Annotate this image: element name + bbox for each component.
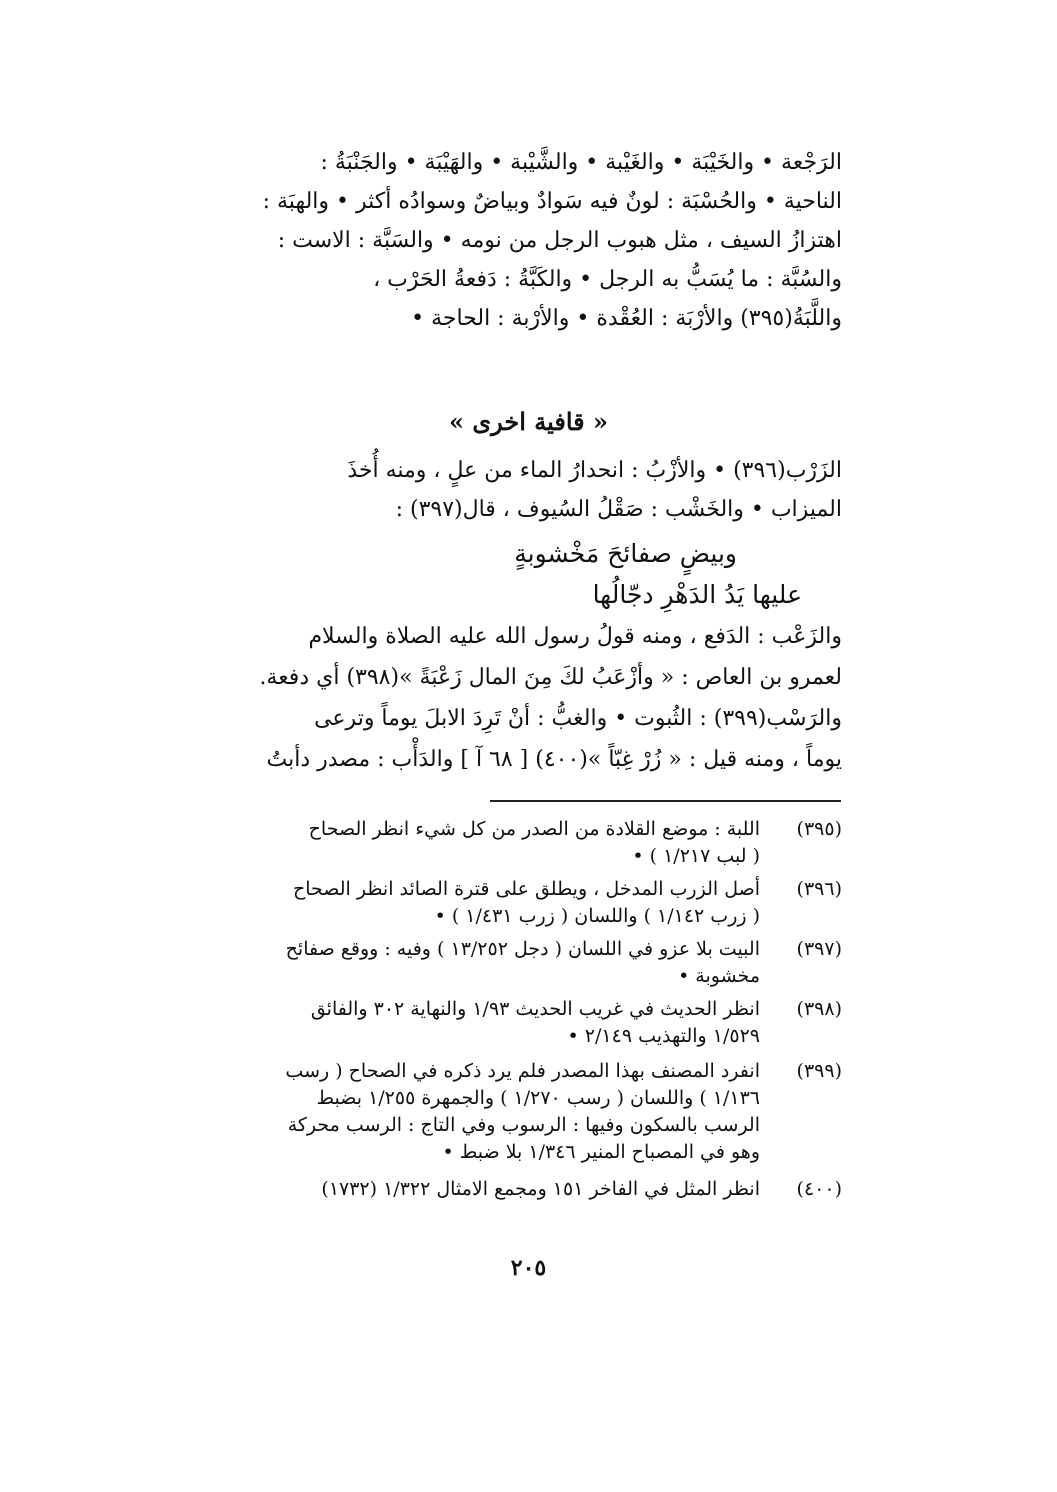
body-line: والرَسْب(٣٩٩) : الثُبوت • والغبُّ : أنْ تَرِدَ الابلَ يوماً وترعى [314, 706, 842, 731]
footnote-line: انظر الحديث في غريب الحديث ١/٩٣ والنهاية ٣٠٢ والفائق [310, 998, 760, 1020]
footnote-line: مخشوبة • [678, 965, 760, 987]
verse-hemistich-2: عليها يَدُ الدَهْرِ دجّالُها [592, 580, 802, 609]
footnote [187, 936, 842, 990]
section-heading: « قافية اخرى » [449, 407, 608, 436]
footnote-number: (٣٩٨) [796, 998, 842, 1020]
footnote [187, 1058, 842, 1166]
body-line: اهتزازُ السيف ، مثل هبوب الرجل من نومه • والسَبَّة : الاست : [277, 228, 842, 253]
footnote [187, 1176, 842, 1203]
body-line: والزَعْب : الدَفع ، ومنه قولُ رسول الله عليه الصلاة والسلام [308, 624, 842, 649]
footnote-number: (٣٩٥) [796, 818, 842, 840]
footnote-number: (٣٩٦) [796, 878, 842, 900]
footnote-line: ( زرب ١/١٤٢ ) واللسان ( زرب ١/٤٣١ ) • [434, 905, 760, 927]
footnote-line: ١/١٣٦ ) واللسان ( رسب ١/٢٧٠ ) والجمهرة ١/٢٥٥ بضبط [316, 1087, 760, 1109]
footnote-separator [490, 800, 841, 802]
footnote-line: اللبة : موضع القلادة من الصدر من كل شيء انظر الصحاح [308, 818, 760, 840]
body-line: والسُبَّة : ما يُسَبُّ به الرجل • والكَبَّةُ : دَفعةُ الحَرْب ، [373, 267, 842, 292]
footnote-line: انفرد المصنف بهذا المصدر فلم يرد ذكره في الصحاح ( رسب [285, 1060, 760, 1082]
footnote-number: (٤٠٠) [796, 1178, 842, 1200]
footnote-number: (٣٩٩) [796, 1060, 842, 1082]
footnote-line: انظر المثل في الفاخر ١٥١ ومجمع الامثال ١/٣٢٢ (١٧٣٢) [321, 1178, 760, 1200]
footnote-line: الرسب بالسكون وفيها : الرسوب وفي التاج : الرسب محركة [287, 1114, 760, 1136]
footnote [187, 816, 842, 870]
footnote-line: أصل الزرب المدخل ، ويطلق على قترة الصائد انظر الصحاح [292, 878, 760, 900]
verse-hemistich-1: وبيضٍ صفائحَ مَخْشوبةٍ [514, 539, 737, 568]
footnote-line: ( لبب ١/٢١٧ ) • [632, 845, 760, 867]
body-line: الزَرْب(٣٩٦) • والأزْبُ : انحدارُ الماء من علٍ ، ومنه أُخذَ [347, 458, 842, 483]
footnote [187, 876, 842, 930]
footnote-line: البيت بلا عزو في اللسان ( دجل ١٣/٢٥٢ ) وفيه : ووقع صفائح [285, 938, 760, 960]
footnote-number: (٣٩٧) [796, 938, 842, 960]
page-number: ٢٠٥ [510, 1255, 547, 1281]
body-line: الميزاب • والخَشْب : صَقْلُ السُيوف ، قال(٣٩٧) : [395, 497, 842, 522]
footnote-line: ١/٥٢٩ والتهذيب ٢/١٤٩ • [567, 1025, 760, 1047]
body-line: لعمرو بن العاص : « وأزْعَبُ لكَ مِنَ المال زَعْبَةً »(٣٩٨) أي دفعة. [259, 665, 842, 690]
footnote [187, 996, 842, 1050]
body-line: يوماً ، ومنه قيل : « زُرْ غِبّاً »(٤٠٠) [ ٦٨ آ ] والدَأْب : مصدر دأبتُ [266, 747, 842, 772]
body-line: الرَجْعة • والخَيْبَة • والغَيْبة • والشَّيْبة • والهَيْبَة • والجَنْبَةُ : [320, 150, 842, 175]
footnote-line: وهو في المصباح المنير ١/٣٤٦ بلا ضبط • [442, 1141, 760, 1163]
body-line: واللَّبَةُ(٣٩٥) والأرْبَة : العُقْدة • والأرْبة : الحاجة • [411, 306, 842, 331]
body-line: الناحية • والحُسْبَة : لونٌ فيه سَوادٌ وبياضٌ وسوادُه أكثر • والهبَة : [262, 189, 842, 214]
